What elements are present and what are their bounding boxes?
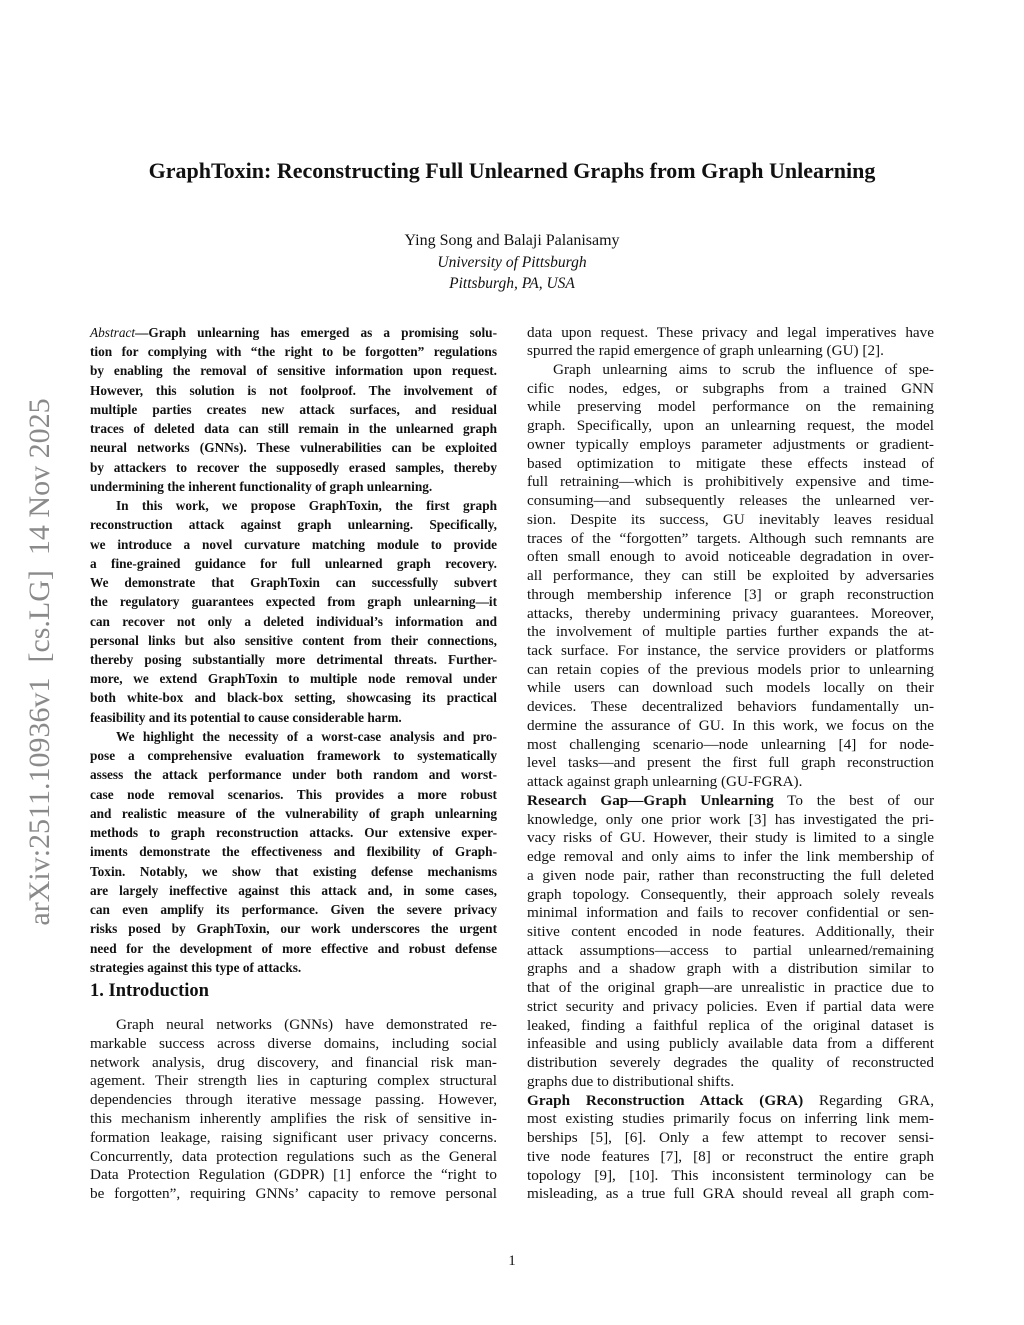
text-line: tive node features [7], [8] or reconstruct the entire graph [527,1147,934,1165]
text-line: multiple parties creates new attack surfaces, and residual [90,401,497,417]
text-line: agement. Their strength lies in capturing complex structural [90,1072,497,1090]
text-line: graph. Specifically, upon an unlearning request, the model [527,417,934,435]
text-line: feasibility and its potential to cause considerable harm. [90,709,402,725]
text-line: vacy risks of GU. However, their study is limited to a single [527,829,934,847]
text-line: neural networks (GNNs). These vulnerabilities can be exploited [90,440,497,456]
text-line: level tasks—and present the first full graph reconstruction [527,754,934,772]
text-line: be forgotten”, requiring GNNs’ capacity to remove personal [90,1185,497,1203]
text-line: we introduce a novel curvature matching module to provide [90,536,497,552]
text-line: attack against graph unlearning (GU-FGRA). [527,773,803,791]
text-line: Graph unlearning aims to scrub the influence of spe- [553,360,934,378]
text-line: We demonstrate that GraphToxin can successfully subvert [90,575,497,591]
inline-heading: Research Gap—Graph Unlearning [527,791,774,809]
text-line: most challenging scenario—node unlearning [4] for node- [527,735,934,753]
text-line: Toxin. Notably, we show that existing defense mechanisms [90,863,497,879]
text-line: tion for complying with “the right to be forgotten” regulations [90,344,497,360]
text-line: are largely ineffective against this attack and, in some cases, [90,882,497,898]
text-line: thereby posing substantially more detrimental threats. Further- [90,651,497,667]
text-line: Data Protection Regulation (GDPR) [1] enforce the “right to [90,1166,497,1184]
text-line: all performance, they can still be exploited by adversaries [527,567,934,585]
text-line: leaked, finding a faithful replica of the original dataset is [527,1016,934,1034]
text-line: most existing studies primarily focus on inferring link mem- [527,1110,934,1128]
abstract [90,323,497,977]
text-line: undermining the inherent functionality of graph unlearning. [90,478,433,494]
text-line: dependencies through iterative message passing. However, [90,1091,497,1109]
text-line: edge removal and only aims to infer the link membership of [527,848,934,866]
text-line: can recover not only a deleted individual’s information and [90,613,497,629]
text-line: attack assumptions—access to partial unlearned/remaining [527,941,934,959]
text-line: can retain copies of the previous models prior to unlearning [527,660,934,678]
text-line: the regulatory guarantees expected from graph unlearning—it [90,594,497,610]
text-line: reconstruction attack against graph unlearning. Specifically, [90,517,497,533]
text-line: infeasible and using publicly available data from a different [527,1035,934,1053]
text-run: Regarding GRA, [803,1091,934,1109]
text-line: distribution severely degrades the quality of reconstructed [527,1054,934,1072]
text-line: based optimization to mitigate these effects instead of [527,454,934,472]
text-line: graphs due to distributional shifts. [527,1072,735,1090]
text-line: personal links but also sensitive content from their connections, [90,632,497,648]
text-line: Concurrently, data protection regulations such as the General [90,1147,497,1165]
text-line: sion. Despite its success, GU inevitably leaves residual [527,510,934,528]
text-line: cific nodes, edges, or subgraphs from a trained GNN [527,379,934,397]
abstract-label: Abstract [90,325,136,340]
text-line: We highlight the necessity of a worst-case analysis and pro- [116,728,497,744]
text-line: through membership inference [3] or graph reconstruction [527,585,934,603]
text-line: both white-box and black-box setting, showcasing its practical [90,690,497,706]
text-line: dermine the assurance of GU. In this work, we focus on the [527,716,934,734]
text-line: the involvement of multiple parties further expands the at- [527,623,934,641]
paper-title: GraphToxin: Reconstructing Full Unlearned Graphs from Graph Unlearning [148,158,876,183]
text-line: data upon request. These privacy and legal imperatives have [527,323,934,341]
text-line: In this work, we propose GraphToxin, the first graph [116,498,497,514]
text-line [527,1092,934,1111]
text-line: topology [9], [10]. This inconsistent terminology can be [527,1166,934,1184]
text-line: devices. These decentralized behaviors fundamentally un- [527,698,934,716]
text-line [90,323,497,342]
text-run: —Graph unlearning has emerged as a promising solu- [135,325,497,340]
introduction-text [90,1016,497,1204]
text-line: full retraining—which is prohibitively expensive and time- [527,473,934,491]
affiliation: University of Pittsburgh [437,254,587,271]
page-number: 1 [508,1253,516,1269]
text-line: owner typically employs parameter adjustments or gradient- [527,435,934,453]
text-line: berships [5], [6]. Only a few attempt to recover sensi- [527,1129,934,1147]
text-line: by enabling the removal of sensitive information upon request. [90,363,497,379]
text-line: while users can download such models locally on their [527,679,934,697]
text-line: this mechanism inherently amplifies the risk of sensitive in- [90,1109,497,1127]
inline-heading: Graph Reconstruction Attack (GRA) [527,1091,804,1109]
text-line: sitive content encoded in node features. Additionally, their [527,923,934,940]
text-line: while preserving model performance on the remaining [527,398,934,416]
text-line [527,792,934,811]
text-line: assess the attack performance under both random and worst- [90,767,497,783]
text-line: markable success across diverse domains, including social [90,1034,497,1052]
arxiv-identifier: arXiv:2511.10936v1 [cs.LG] 14 Nov 2025 [23,398,56,926]
text-line: a fine-grained guidance for full unlearned graph recovery. [90,555,497,571]
text-line: iments demonstrate the effectiveness and flexibility of Graph- [90,844,497,860]
text-line: can even amplify its performance. Given the severe privacy [90,902,497,918]
text-line: consuming—and subsequently releases the unlearned ver- [527,492,934,510]
text-line: traces of the “forgotten” targets. Although such remnants are [527,529,934,547]
location: Pittsburgh, PA, USA [449,275,575,292]
text-line: However, this solution is not foolproof. The involvement of [90,382,497,398]
text-line: and realistic measure of the vulnerability of graph unlearning [90,805,497,821]
text-line: tack surface. For instance, the service providers or platforms [527,641,934,659]
text-line: graphs and a shadow graph with a distribution similar to [527,960,934,978]
text-line: spurred the rapid emergence of graph unlearning (GU) [2]. [527,342,884,360]
text-line: often small enough to avoid noticeable degradation in over- [527,548,934,566]
text-line: graph topology. Consequently, their approach solely reveals [527,885,934,903]
right-column-text [527,324,934,1205]
text-line: minimal information and fails to recover confidential or sen- [527,904,934,922]
text-line: more, we extend GraphToxin to multiple node removal under [90,671,497,687]
section-heading-introduction: 1. Introduction [90,981,209,1001]
text-line: network analysis, drug discovery, and financial risk man- [90,1053,497,1071]
text-line: pose a comprehensive evaluation framework to systematically [90,748,497,764]
text-line: by attackers to recover the supposedly erased samples, thereby [90,459,497,475]
text-line: strategies against this type of attacks. [90,959,302,975]
text-line: a given node pair, rather than reconstructing the full deleted [527,866,934,884]
text-line: methods to graph reconstruction attacks. Our extensive exper- [90,825,497,841]
text-line: misleading, as a true full GRA should reveal all graph com- [527,1185,934,1203]
text-line: traces of deleted data can still remain in the unlearned graph [90,421,497,437]
text-line: need for the development of more effective and robust defense [90,940,497,956]
text-line: risks posed by GraphToxin, our work underscores the urgent [90,921,497,937]
authors: Ying Song and Balaji Palanisamy [404,232,620,249]
text-line: knowledge, only one prior work [3] has investigated the pri- [527,810,934,828]
text-line: that of the original graph—are unrealistic in practice due to [527,979,934,997]
text-line: Graph neural networks (GNNs) have demonstrated re- [116,1016,497,1033]
text-run: To the best of our [773,791,935,809]
text-line: formation leakage, raising significant user privacy concerns. [90,1128,497,1146]
text-line: attacks, thereby undermining privacy guarantees. Moreover, [527,604,934,622]
text-line: strict security and privacy policies. Even if partial data were [527,997,934,1015]
text-line: case node removal scenarios. This provides a more robust [90,786,497,802]
